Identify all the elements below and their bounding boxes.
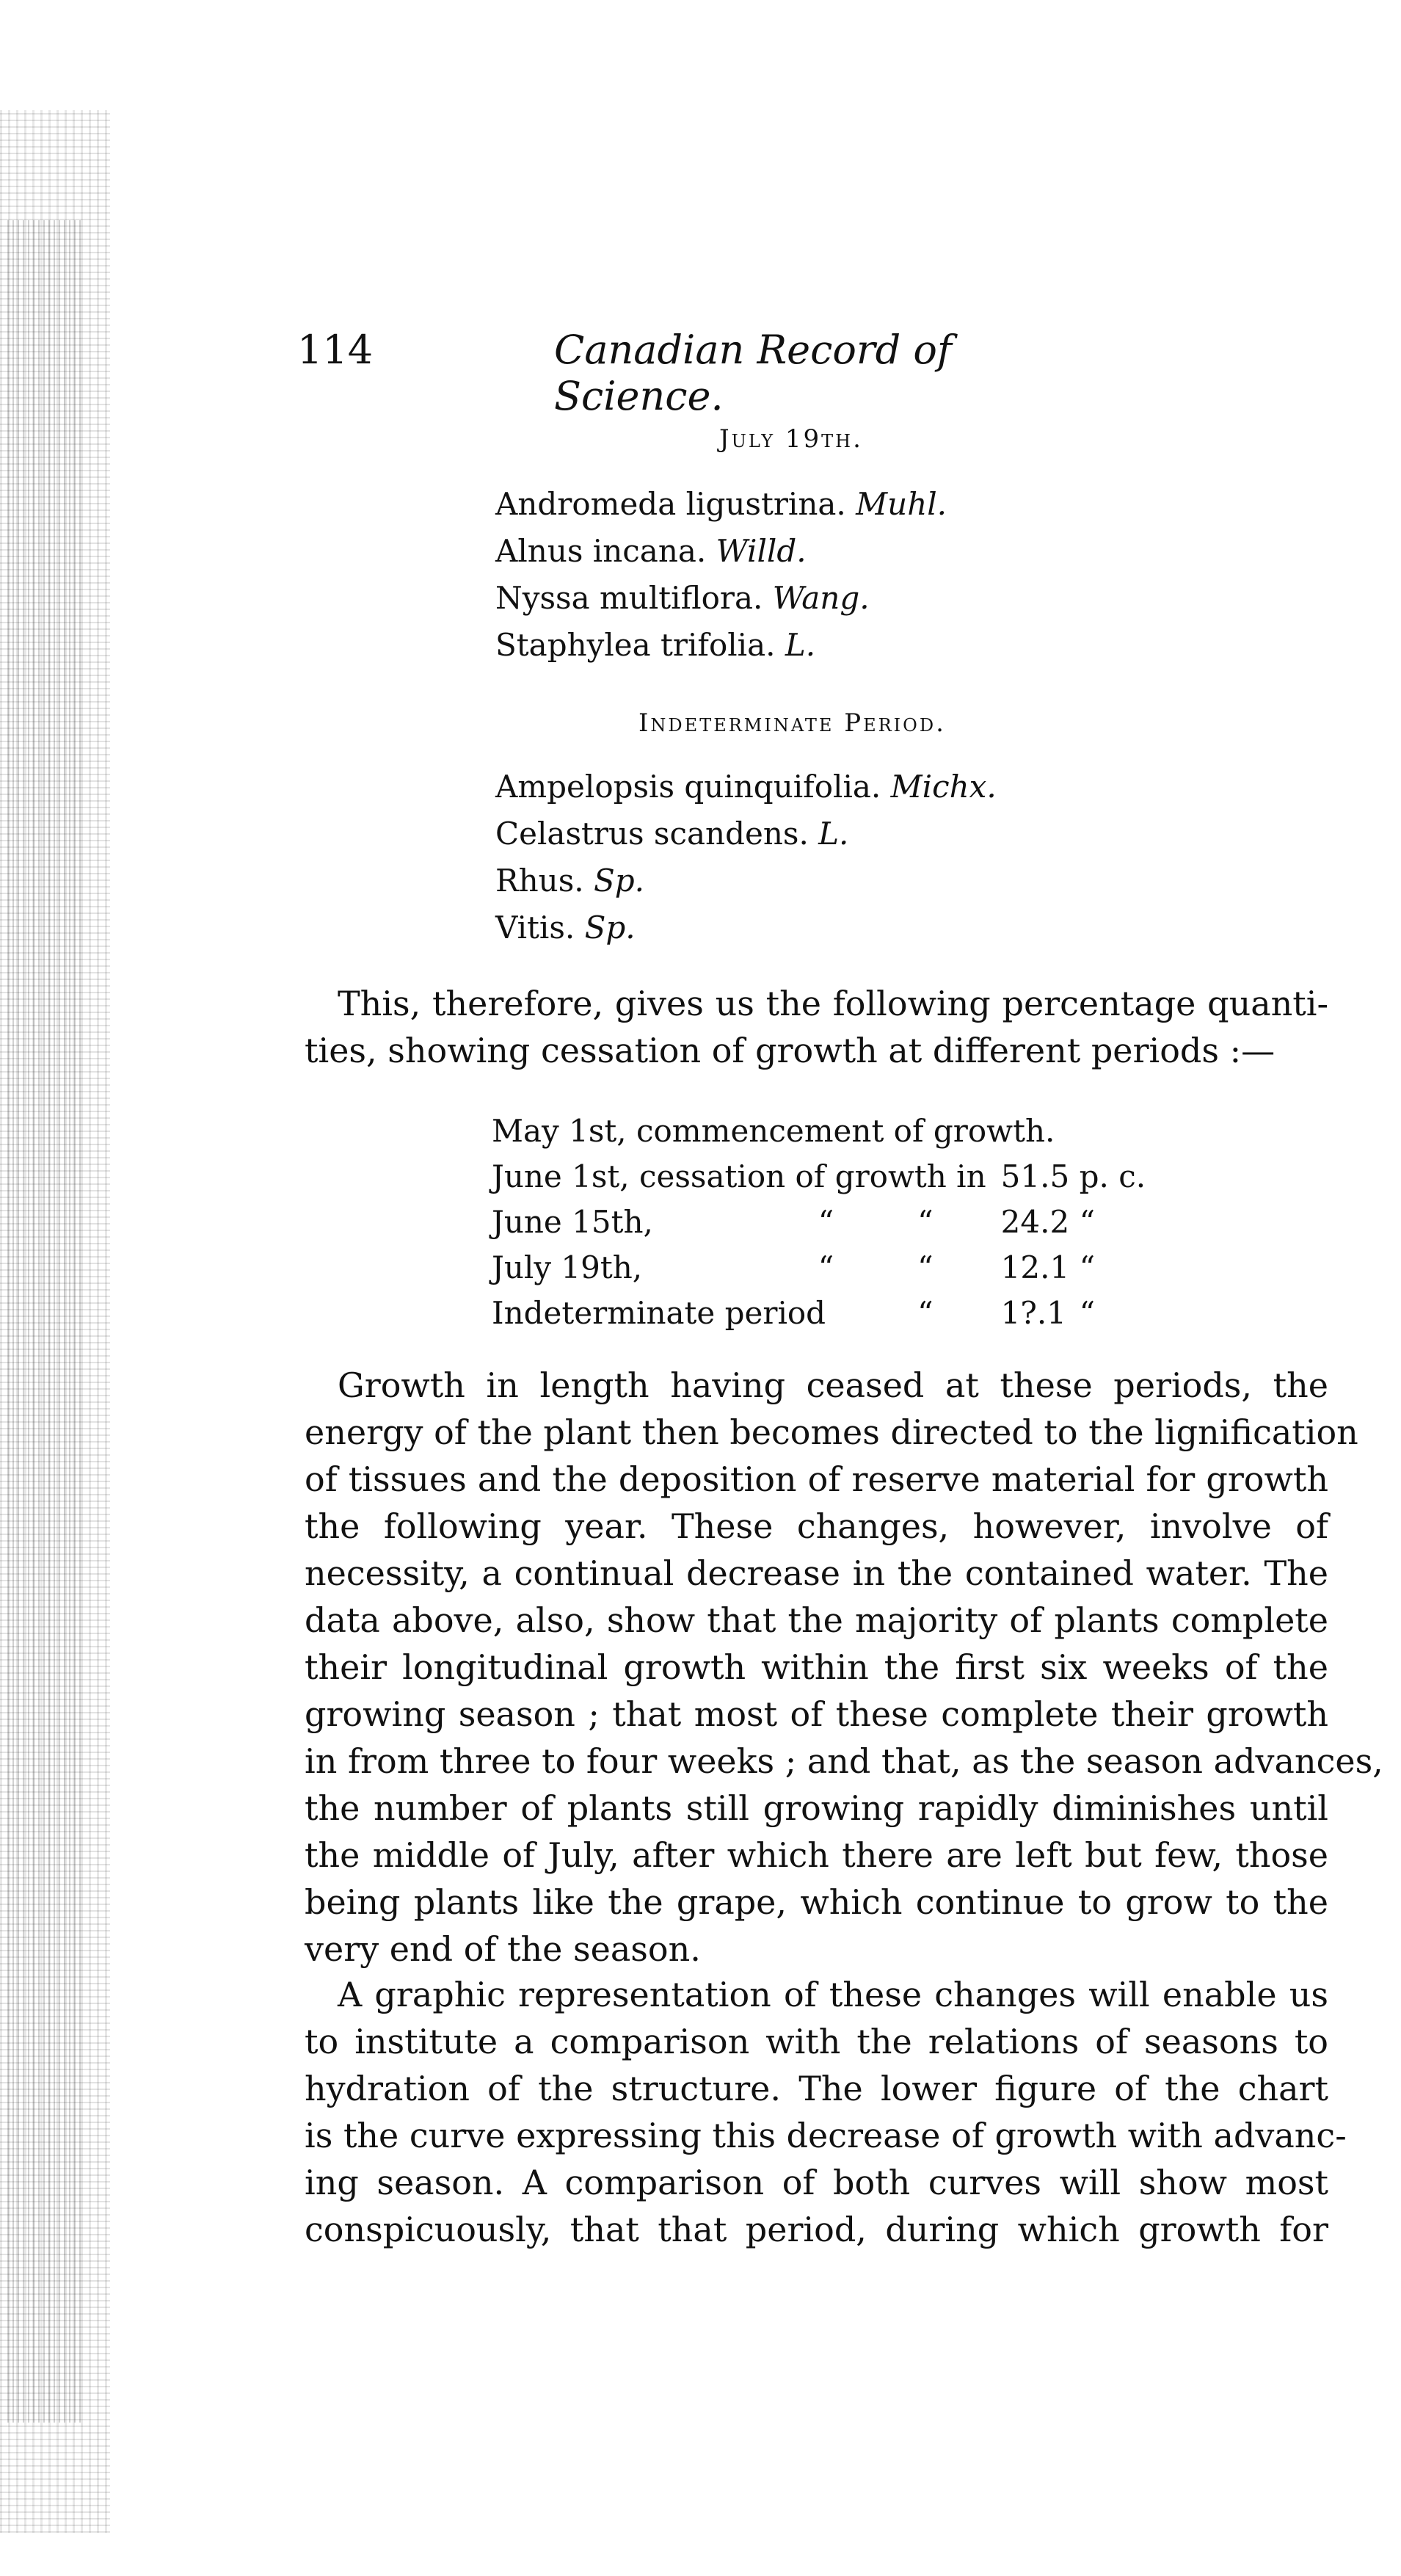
row-label: July 19th,: [492, 1249, 643, 1285]
row-value: 24.2: [1000, 1204, 1070, 1240]
row-label: June 15th,: [492, 1204, 653, 1240]
species-item: [495, 904, 997, 951]
paragraph-line: to institute a comparison with the relations of seasons to: [305, 2022, 1328, 2061]
paragraph-line: the number of plants still growing rapidly diminishes until: [305, 1788, 1328, 1828]
species-name: Vitis.: [495, 910, 575, 946]
scan-edge-noise-dark: [7, 220, 81, 2423]
paragraph-line: the middle of July, after which there are left but few, those: [305, 1835, 1328, 1875]
page-number: 114: [297, 327, 374, 373]
paragraph-line: ing season. A comparison of both curves will show most: [305, 2163, 1328, 2202]
species-name: Ampelopsis quinquifolia.: [495, 769, 881, 805]
paragraph-line: data above, also, show that the majority of plants complete: [305, 1600, 1328, 1640]
species-authority: Michx.: [890, 769, 997, 805]
species-authority: Willd.: [716, 533, 807, 569]
ditto-mark: “: [917, 1249, 934, 1285]
paragraph-line: This, therefore, gives us the following percentage quanti-: [338, 984, 1328, 1023]
row-unit: “: [1079, 1204, 1096, 1240]
paragraph-line: in from three to four weeks ; and that, as the season advances,: [305, 1741, 1383, 1781]
species-item: [495, 528, 947, 575]
ditto-mark: “: [917, 1204, 934, 1240]
table-row: [492, 1200, 1146, 1245]
species-authority: L.: [785, 627, 816, 663]
paragraph-line: conspicuously, that that period, during which growth for: [305, 2210, 1328, 2249]
paragraph-line: being plants like the grape, which continue to grow to the: [305, 1882, 1328, 1922]
species-name: Rhus.: [495, 863, 584, 899]
page-header: [297, 327, 1075, 419]
table-row: [492, 1109, 1146, 1154]
intro-paragraph: [305, 980, 1328, 1083]
table-row: [492, 1291, 1146, 1336]
species-list-july-19th: [495, 481, 947, 669]
row-unit: “: [1079, 1249, 1096, 1285]
paragraph-line: necessity, a continual decrease in the contained water. The: [305, 1553, 1328, 1593]
paragraph-line: energy of the plant then becomes directed to the lignification: [305, 1412, 1358, 1452]
species-name: Andromeda ligustrina.: [495, 486, 846, 522]
species-item: [495, 622, 947, 669]
table-row: [492, 1154, 1146, 1200]
paragraph-line: ties, showing cessation of growth at different periods :—: [305, 1031, 1276, 1070]
species-list-indeterminate: [495, 763, 997, 951]
species-item: [495, 763, 997, 810]
paragraph-line: is the curve expressing this decrease of growth with advanc-: [305, 2116, 1347, 2155]
section-heading-indeterminate-period: Indeterminate Period.: [638, 708, 946, 738]
species-authority: Sp.: [584, 910, 636, 946]
species-item: [495, 575, 947, 622]
row-unit: p. c.: [1079, 1158, 1146, 1194]
species-name: Celastrus scandens.: [495, 816, 809, 852]
percentage-table: [492, 1109, 1146, 1336]
species-authority: Sp.: [594, 863, 645, 899]
table-row: [492, 1245, 1146, 1291]
paragraph-line: hydration of the structure. The lower figure of the chart: [305, 2069, 1328, 2108]
row-value: 51.5: [1000, 1158, 1070, 1194]
species-name: Nyssa multiflora.: [495, 580, 763, 616]
ditto-mark: “: [818, 1204, 834, 1240]
species-name: Alnus incana.: [495, 533, 707, 569]
body-paragraph-1: [305, 1362, 1383, 1973]
ditto-mark: “: [917, 1295, 934, 1331]
paragraph-line: growing season ; that most of these complete their growth: [305, 1694, 1328, 1734]
row-value: 12.1: [1000, 1249, 1070, 1285]
row-value: 1?.1: [1000, 1295, 1066, 1331]
body-paragraph-2: [305, 1971, 1347, 2253]
row-label: May 1st, commencement of growth.: [492, 1113, 1055, 1149]
paragraph-line: the following year. These changes, however, involve of: [305, 1506, 1328, 1546]
species-authority: Wang.: [772, 580, 870, 616]
species-authority: L.: [818, 816, 849, 852]
paragraph-line: their longitudinal growth within the first six weeks of the: [305, 1647, 1328, 1687]
species-item: [495, 810, 997, 857]
section-heading-july-19th: July 19th.: [719, 424, 863, 454]
row-label: June 1st, cessation of growth in: [492, 1158, 986, 1194]
ditto-mark: “: [818, 1249, 834, 1285]
species-name: Staphylea trifolia.: [495, 627, 776, 663]
species-item: [495, 481, 947, 528]
row-unit: “: [1079, 1295, 1096, 1331]
paragraph-line: very end of the season.: [305, 1929, 701, 1969]
paragraph-line: of tissues and the deposition of reserve material for growth: [305, 1459, 1328, 1499]
running-title: Canadian Record of Science.: [554, 327, 952, 419]
species-authority: Muhl.: [856, 486, 947, 522]
species-item: [495, 857, 997, 904]
row-label: Indeterminate period: [492, 1295, 826, 1331]
paragraph-line: A graphic representation of these changes will enable us: [338, 1975, 1328, 2014]
paragraph-line: Growth in length having ceased at these periods, the: [338, 1365, 1328, 1405]
